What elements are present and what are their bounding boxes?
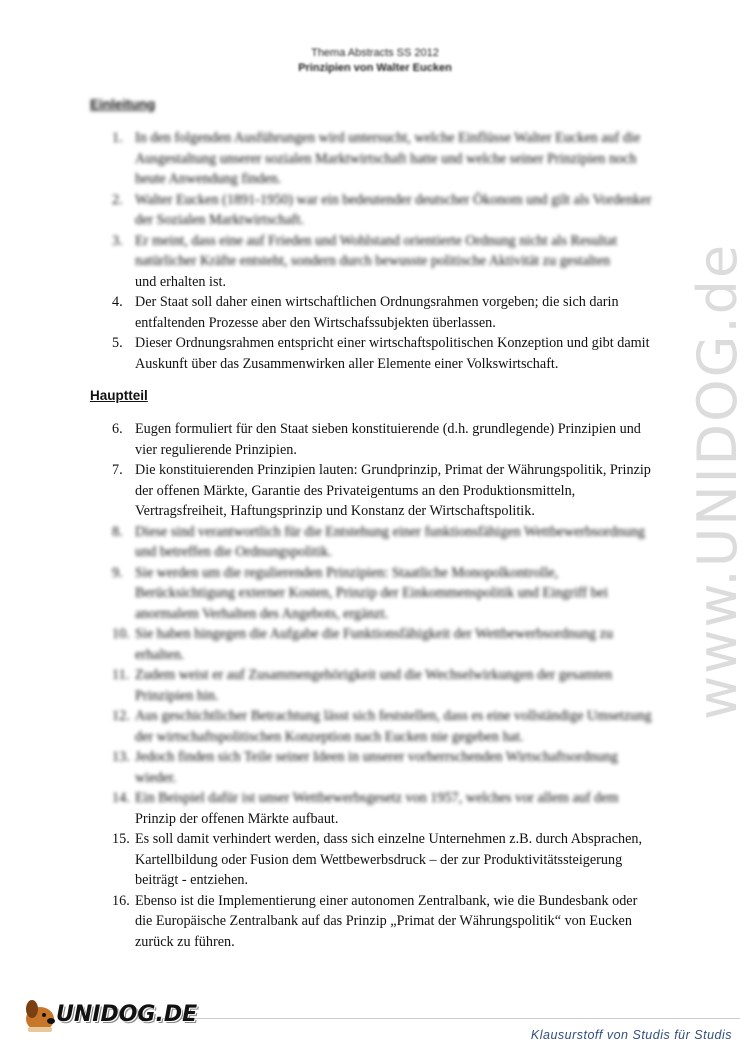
list-item bbox=[0, 128, 750, 190]
item-text: Die konstituierenden Prinzipien lauten: Grundprinzip, Primat der Währungspolitik, Prinzip der offenen Märkte, Garantie des Privateigentums an den Produktionsmitteln, Vertragsfreiheit, Haftungsprinzip und Konstanz der Wirtschaftspolitik. bbox=[135, 462, 651, 519]
item-number: 13. bbox=[112, 749, 130, 765]
header-line-1: Thema Abstracts SS 2012 bbox=[311, 47, 439, 59]
list-item bbox=[0, 460, 750, 522]
list-item bbox=[0, 829, 750, 891]
section-heading-intro: Einleitung bbox=[90, 97, 156, 112]
item-number: 8. bbox=[112, 523, 123, 540]
list-item bbox=[0, 419, 750, 460]
header-title: Prinzipien von Walter Eucken bbox=[298, 62, 452, 74]
item-text: Walter Eucken (1891-1950) war ein bedeutender deutscher Ökonom und gilt als Vordenker der Sozialen Marktwirtschaft. bbox=[135, 191, 652, 228]
item-text: Ebenso ist die Implementierung einer autonomen Zentralbank, wie die Bundesbank oder die Europäische Zentralbank auf das Prinzip „Primat der Währungspolitik“ von Eucken zurück zu führen. bbox=[135, 892, 638, 950]
document-header bbox=[0, 46, 750, 76]
item-number: 6. bbox=[112, 421, 123, 437]
item-number: 14. bbox=[112, 790, 130, 806]
item-number: 1. bbox=[112, 130, 123, 146]
item-number: 16. bbox=[112, 892, 130, 909]
list-item bbox=[0, 891, 750, 953]
item-text: Diese sind verantwortlich für die Entstehung einer funktionsfähigen Wettbewerbsordnung und betreffen die Ordnungspolitik. bbox=[135, 523, 646, 560]
item-text: Aus geschichtlicher Betrachtung lässt sich feststellen, dass es eine vollständige Umsetzung der wirtschaftspolitischen Konzeption nach Eucken nie gegeben hat. bbox=[135, 708, 652, 745]
item-text: Zudem weist er auf Zusammengehörigkeit und die Wechselwirkungen der gesamten Prinzipien hin. bbox=[135, 667, 613, 704]
list-item bbox=[0, 563, 750, 625]
item-number: 5. bbox=[112, 335, 123, 351]
item-text: Der Staat soll daher einen wirtschaftlichen Ordnungsrahmen vorgeben; die sich darin entfaltenden Prozesse aber den Wirtschafssubjekten überlassen. bbox=[135, 294, 619, 331]
list-item bbox=[0, 706, 750, 747]
section-heading-main: Hauptteil bbox=[90, 388, 148, 403]
item-text: Dieser Ordnungsrahmen entspricht einer wirtschaftspolitischen Konzeption und gibt damit Auskunft über das Zusammenwirken aller Elemente einer Volkswirtschaft. bbox=[135, 335, 650, 372]
list-item bbox=[0, 624, 750, 665]
item-number: 10. bbox=[112, 626, 130, 642]
footer-tagline: Klausurstoff von Studis für Studis bbox=[530, 1028, 732, 1042]
item-text: Sie werden um die regulierenden Prinzipien: Staatliche Monopolkontrolle, Berücksichtigung externer Kosten, Prinzip der Einkommenspolitik und Eingriff bei anormalem Verhalten des Angebots, ergänzt. bbox=[135, 564, 608, 622]
item-text: Eugen formuliert für den Staat sieben konstituierende (d.h. grundlegende) Prinzipien und vier regulierende Prinzipien. bbox=[135, 421, 641, 458]
item-text-tail: Prinzip der offenen Märkte aufbaut. bbox=[135, 810, 339, 827]
list-item bbox=[0, 665, 750, 706]
list-item bbox=[0, 747, 750, 788]
item-number: 12. bbox=[112, 708, 130, 724]
list-item bbox=[0, 788, 750, 829]
item-number: 4. bbox=[112, 294, 123, 310]
item-number: 2. bbox=[112, 191, 123, 208]
item-text: Es soll damit verhindert werden, dass sich einzelne Unternehmen z.B. durch Absprachen, Kartellbildung oder Fusion dem Wettbewerbsdruck – der zur Produktivitätssteigerung beiträgt - entziehen. bbox=[135, 831, 643, 888]
footer-divider bbox=[120, 1018, 740, 1019]
list-item bbox=[0, 333, 750, 374]
item-text: Er meint, dass eine auf Frieden und Wohlstand orientierte Ordnung nicht als Resultat natürlicher Kräfte entsteht, sondern durch bewusste politische Aktivität zu gestalten bbox=[135, 232, 618, 269]
list-item bbox=[0, 522, 750, 563]
item-number: 11. bbox=[112, 667, 130, 683]
list-item bbox=[0, 292, 750, 333]
main-list bbox=[0, 419, 750, 952]
item-number: 7. bbox=[112, 462, 123, 478]
list-item bbox=[0, 190, 750, 231]
item-text: Ein Beispiel dafür ist unser Wettbewerbsgesetz von 1957, welches vor allem auf dem bbox=[135, 790, 619, 806]
logo-text: UNIDOG.DE bbox=[56, 1002, 198, 1027]
item-text: Sie haben hingegen die Aufgabe die Funktionsfähigkeit der Wettbewerbsordnung zu erhalten. bbox=[135, 626, 614, 663]
item-text-tail: und erhalten ist. bbox=[135, 273, 227, 290]
item-number: 15. bbox=[112, 831, 130, 847]
intro-list bbox=[0, 128, 750, 374]
item-number: 3. bbox=[112, 232, 123, 249]
list-item bbox=[0, 231, 750, 293]
item-text: In den folgenden Ausführungen wird untersucht, welche Einflüsse Walter Eucken auf die Ausgestaltung unserer sozialen Marktwirtschaft hatte und welche seiner Prinzipien noch heute Anwendung finden. bbox=[135, 130, 641, 187]
watermark: www.UNIDOG.de bbox=[686, 242, 749, 720]
item-number: 9. bbox=[112, 564, 123, 581]
item-text: Jedoch finden sich Teile seiner Ideen in unserer vorherrschenden Wirtschaftsordnung wieder. bbox=[135, 749, 618, 786]
